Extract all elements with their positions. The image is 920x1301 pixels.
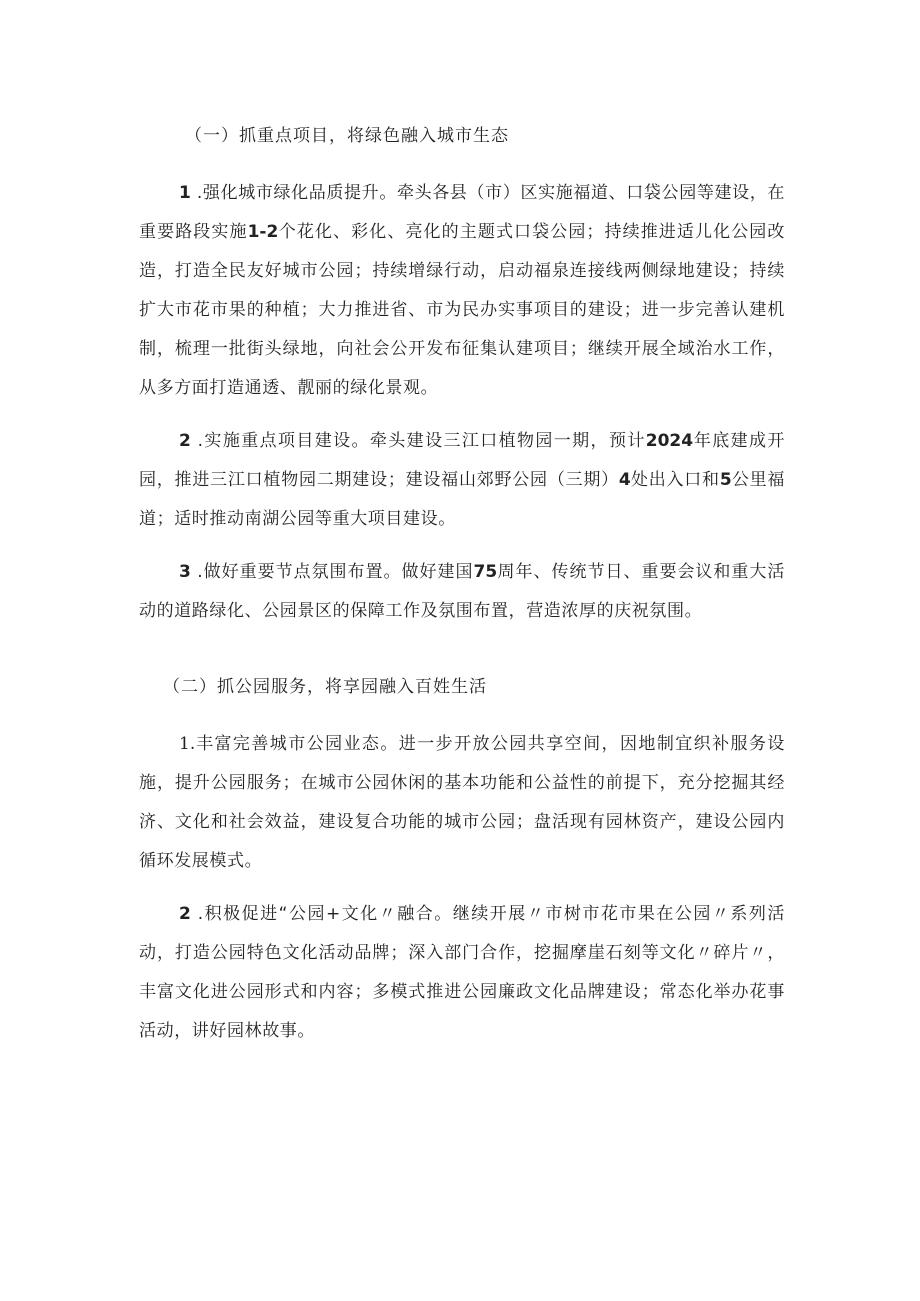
bold-figure: 75 <box>473 562 498 582</box>
paragraph-text: 公里福道；适时推动南湖公园等重大项目建设。 <box>139 470 785 529</box>
paragraph-2-2 <box>139 895 785 1051</box>
section-heading-1: （一）抓重点项目，将绿色融入城市生态 <box>185 126 509 146</box>
item-number: 1. <box>179 734 196 754</box>
paragraph-1-1 <box>139 174 785 408</box>
paragraph-text: 处出入口和 <box>630 470 720 490</box>
item-number: 2 <box>179 904 191 924</box>
paragraph-1-3 <box>139 553 785 631</box>
section-heading-2: （二）抓公园服务，将享园融入百姓生活 <box>163 677 487 697</box>
paragraph-text: 个花化、彩化、亮化的主题式口袋公园；持续推进适儿化公园改造，打造全民友好城市公园；持续增绿行动，启动福泉连接线两侧绿地建设；持续扩大市花市果的种植；大力推进省、市为民办实事项目的建设；进一步完善认建机制，梳理一批街头绿地，向社会公开发布征集认建项目；继续开展全域治水工作，从多方面打造通透、靓丽的绿化景观。 <box>139 222 785 398</box>
paragraph-text: .积极促进“公园+文化〃融合。继续开展〃市树市花市果在公园〃系列活动，打造公园特色文化活动品牌；深入部门合作，挖掘摩崖石刻等文化〃碎片〃，丰富文化进公园形式和内容；多模式推进公园廉政文化品牌建设；常态化举办花事活动，讲好园林故事。 <box>139 904 785 1041</box>
paragraph-text: .强化城市绿化品质提升。牵头各县（市）区实施福道、口袋公园等建设，在重要路段实施 <box>139 183 785 242</box>
item-number: 3 <box>179 562 191 582</box>
paragraph-text: 丰富完善城市公园业态。进一步开放公园共享空间，因地制宜织补服务设施，提升公园服务；在城市公园休闲的基本功能和公益性的前提下，充分挖掘其经济、文化和社会效益，建设复合功能的城市公园；盘活现有园林资产，建设公园内循环发展模式。 <box>139 734 785 871</box>
bold-figure: 4 <box>618 470 631 490</box>
paragraph-text: .做好重要节点氛围布置。做好建国 <box>190 562 474 582</box>
item-number: 2 <box>179 431 191 451</box>
paragraph-1-2 <box>139 422 785 539</box>
paragraph-text: .实施重点项目建设。牵头建设三江口植物园一期，预计 <box>190 431 646 451</box>
item-number: 1 <box>179 183 191 203</box>
bold-figure: 1-2 <box>247 222 279 242</box>
bold-figure: 2024 <box>645 431 694 451</box>
bold-figure: 5 <box>719 470 732 490</box>
paragraph-text: 年底建成开园，推进三江口植物园二期建设；建设福山郊野公园（三期） <box>139 431 785 490</box>
paragraph-2-1 <box>139 725 785 881</box>
paragraph-text: 周年、传统节日、重要会议和重大活动的道路绿化、公园景区的保障工作及氛围布置，营造浓厚的庆祝氛围。 <box>139 562 785 621</box>
document-body <box>139 124 785 1065</box>
